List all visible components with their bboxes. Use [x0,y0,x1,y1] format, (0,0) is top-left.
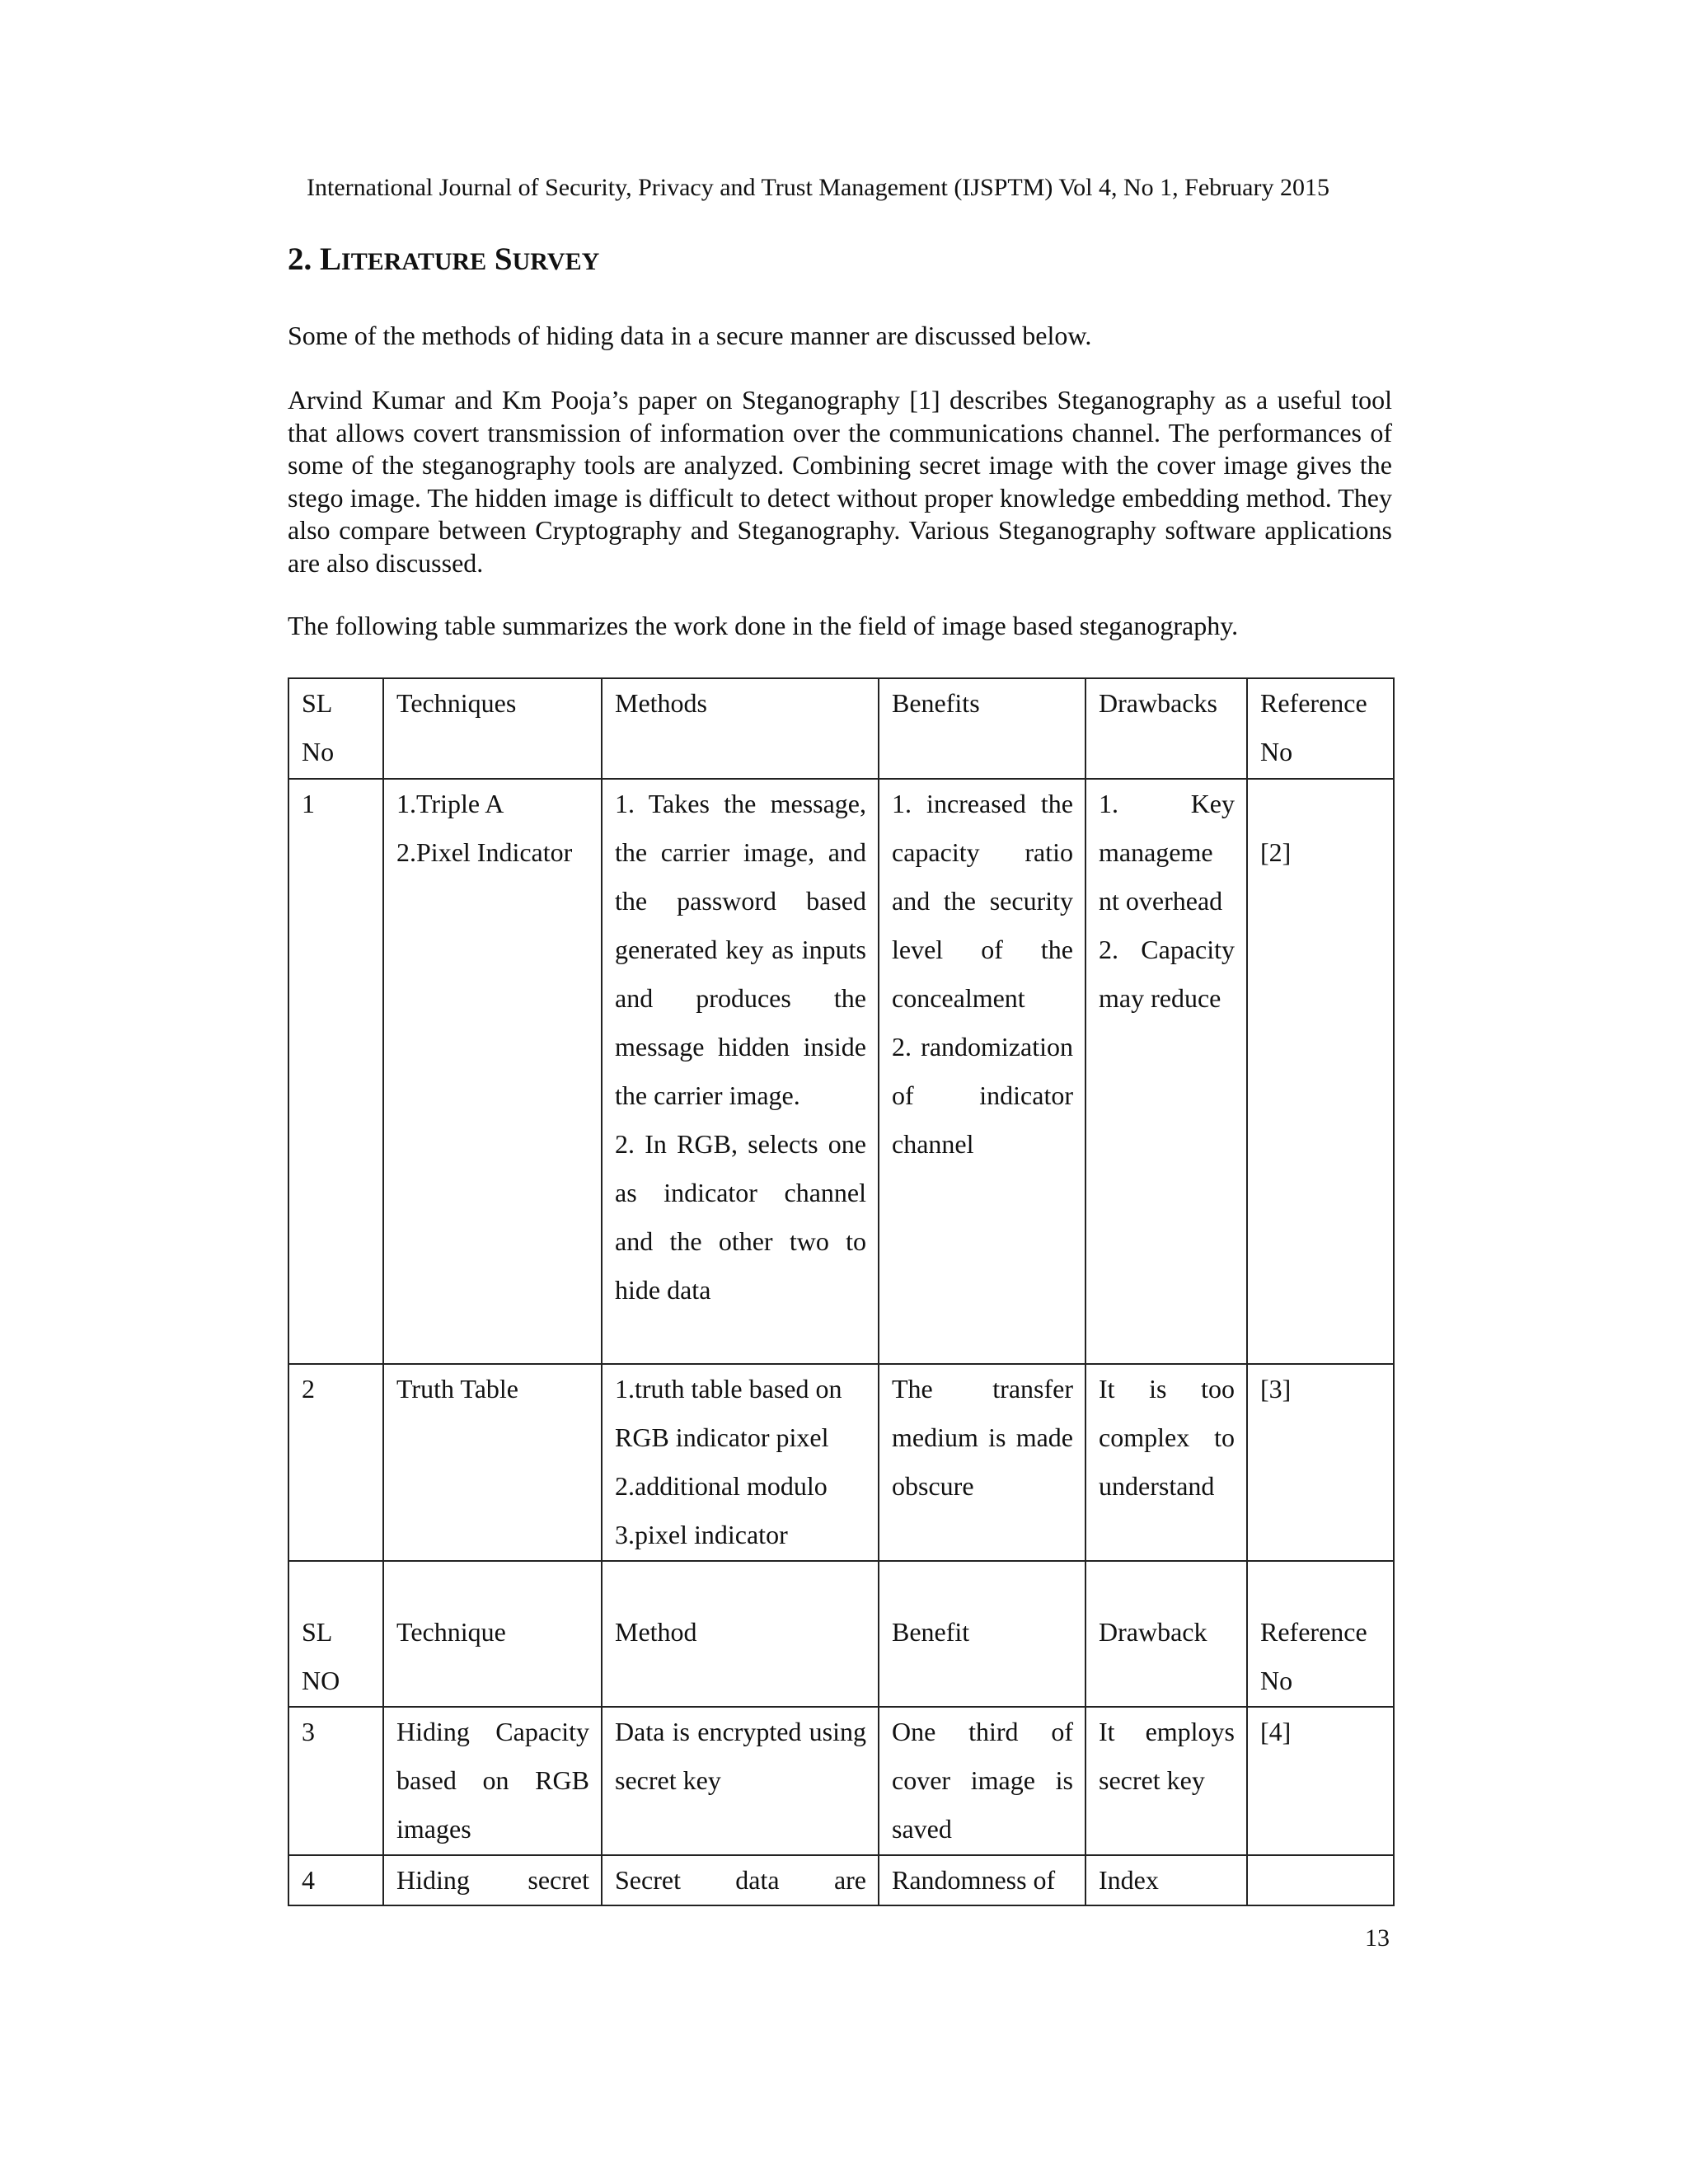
header-cell-reference-no: Reference No [1247,678,1394,779]
section-title [288,239,599,283]
table-row [288,1364,1394,1561]
table-header-row [288,678,1394,779]
survey-table [288,677,1395,1906]
table-cell-method: Secret data are [602,1855,879,1905]
section-number: 2. [288,241,312,277]
intro-paragraph: Some of the methods of hiding data in a secure manner are discussed below. [288,321,1092,350]
section-title-initial-2: S [494,241,513,277]
body-paragraph: Arvind Kumar and Km Pooja’s paper on Steganography [1] describes Steganography as a useful tool that allows covert transmission of information over the communications channel. The performances of some of the steganography tools are analyzed. Combining secret image with the cover image gives the stego image. The hidden image is difficult to detect without proper knowledge embedding method. They also compare between Cryptography and Steganography. Various Steganography software applications are also discussed. [288,385,1392,578]
section-title-rest-2: URVEY [512,248,600,275]
table-cell-sl-no: 2 [288,1364,383,1561]
table-cell-technique: 1.Triple A 2.Pixel Indicator [383,779,602,1364]
table-cell-benefit: One third of cover image is saved [879,1707,1085,1855]
table-cell-benefit: Randomness of [879,1855,1085,1905]
table-cell-drawback: Index [1085,1855,1247,1905]
table-row [288,1855,1394,1905]
section-title-rest-1: ITERATURE [341,248,487,275]
header-cell-method: Method [602,1561,879,1707]
table-cell-drawback: 1. Key manageme nt overhead 2. Capacity may reduce [1085,779,1247,1364]
table-cell-technique: Hiding Capacity based on RGB images [383,1707,602,1855]
table-row [288,779,1394,1364]
table-intro-paragraph: The following table summarizes the work done in the field of image based steganography. [288,611,1239,640]
table-cell-sl-no: 4 [288,1855,383,1905]
table-cell-method: 1. Takes the message, the carrier image, and the password based generated key as inputs and produces the message hidden inside the carrier image. 2. In RGB, selects one as indicator channel and the other two to hide data [602,779,879,1364]
header-cell-drawback: Drawback [1085,1561,1247,1707]
section-title-initial-1: L [320,241,342,277]
header-cell-benefits: Benefits [879,678,1085,779]
table-cell-method: 1.truth table based on RGB indicator pixel 2.additional modulo 3.pixel indicator [602,1364,879,1561]
table-cell-reference: [2] [1247,779,1394,1364]
header-cell-technique: Technique [383,1561,602,1707]
table-cell-technique: Hiding secret [383,1855,602,1905]
table-cell-sl-no: 1 [288,779,383,1364]
table-cell-technique: Truth Table [383,1364,602,1561]
header-cell-reference-no: Reference No [1247,1561,1394,1707]
table-cell-benefit: The transfer medium is made obscure [879,1364,1085,1561]
table-cell-drawback: It employs secret key [1085,1707,1247,1855]
header-cell-methods: Methods [602,678,879,779]
table-header-row [288,1561,1394,1707]
table-row [288,1707,1394,1855]
header-cell-sl-no: SL No [288,678,383,779]
header-cell-drawbacks: Drawbacks [1085,678,1247,779]
table-cell-sl-no: 3 [288,1707,383,1855]
running-header: International Journal of Security, Privacy and Trust Management (IJSPTM) Vol 4, No 1, February 2015 [307,174,1329,201]
page-number: 13 [1365,1924,1390,1952]
table-cell-reference: [4] [1247,1707,1394,1855]
table-cell-reference [1247,1855,1394,1905]
table-cell-method: Data is encrypted using secret key [602,1707,879,1855]
header-cell-benefit: Benefit [879,1561,1085,1707]
table-cell-drawback: It is too complex to understand [1085,1364,1247,1561]
table-cell-reference: [3] [1247,1364,1394,1561]
table-cell-benefit: 1. increased the capacity ratio and the security level of the concealment 2. randomization of indicator channel [879,779,1085,1364]
header-cell-techniques: Techniques [383,678,602,779]
header-cell-sl-no: SL NO [288,1561,383,1707]
